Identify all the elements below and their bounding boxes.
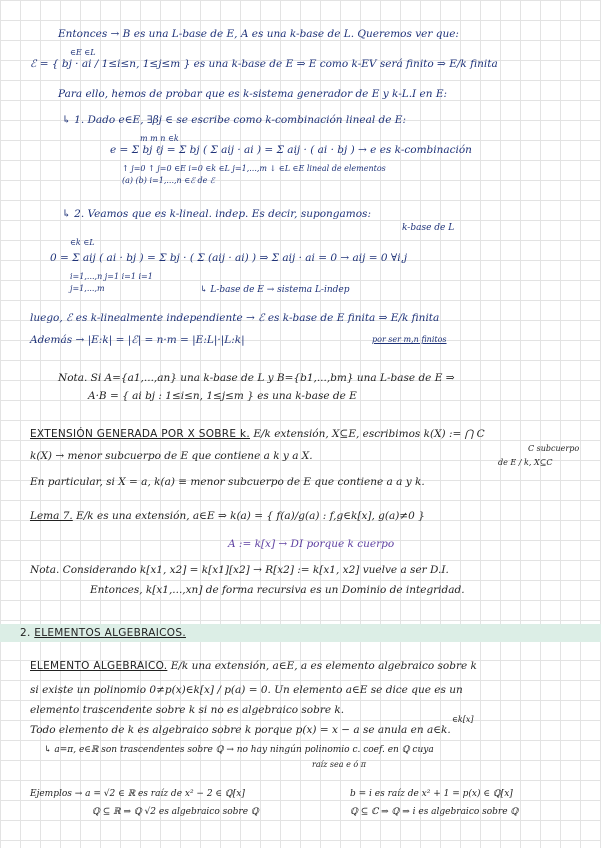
subfield-condition: de E / k, X⊆C [498, 458, 553, 467]
conclusion-line: luego, ℰ es k-linealmente independiente → ℰ es k-base de E finita ⇒ E/k finita [30, 312, 440, 324]
extension-meaning: k(X) → menor subcuerpo de E que contiene a k y a X. [30, 450, 313, 462]
membership-annotation: ∈E ∈L [70, 48, 96, 57]
index-limits: i=1,...,n j=1 i=1 i=1 [70, 272, 153, 281]
extension-particular: En particular, si X = a, k(a) ≡ menor subcuerpo de E que contiene a a y k. [30, 476, 425, 488]
lemma-text: E/k es una extensión, a∈E ⇒ k(a) = { f(a)/g(a) : f,g∈k[x], g(a)≠0 } [72, 510, 425, 522]
step-2-heading: ↳ 2. Veamos que es k-lineal. indep. Es decir, supongamos: [62, 208, 371, 220]
transcendental-note: ↳ a=π, e∈ℝ son trascendentes sobre ℚ → no hay ningún polinomio c. coef. en ℚ cuya [44, 745, 434, 755]
extension-title: EXTENSIÓN GENERADA POR X SOBRE k. [30, 428, 250, 440]
section-title: ELEMENTOS ALGEBRAICOS. [34, 627, 186, 639]
note-basis-product: Nota. Si A={a1,...,an} una k-base de L y B={b1,...,bm} una L-base de E ⇒ [58, 372, 455, 384]
basis-definition: ℰ = { bj · ai / 1≤i≤n, 1≤j≤m } es una k-base de E ⇒ E como k-EV será finito ⇒ E/k finita [30, 58, 498, 70]
combination-equation: e = Σ bj ℓj = Σ bj ( Σ aij · ai ) = Σ aij · ( ai · bj ) → e es k-combinación [110, 144, 472, 156]
example-i: b = i es raíz de x² + 1 = p(x) ∈ ℚ[x] [350, 789, 513, 799]
algebraic-line-2: si existe un polinomio 0≠p(x)∈k[x] / p(a) = 0. Un elemento a∈E se dice que es un [30, 684, 463, 696]
section-number: 2. [20, 627, 31, 639]
note-basis-product-2: A·B = { ai bj : 1≤i≤n, 1≤j≤m } es una k-base de E [88, 390, 357, 402]
extension-text: E/k extensión, X⊆E, escribimos k(X) := ⋂ C [249, 428, 485, 440]
subfield-note: C subcuerpo [528, 444, 580, 453]
kx-annotation: ∈k[x] [452, 715, 474, 724]
sum-limits-bottom: ↑ j=0 ↑ j=0 ∈E i=0 ∈k ∈L j=1,...,m ↓ ∈L ∈E lineal de elementos [122, 164, 386, 173]
l-indep-note: ↳ L-base de E → sistema L-indep [200, 285, 350, 295]
proof-goal: Para ello, hemos de probar que es k-sistema generador de E y k-L.I en E: [58, 88, 448, 100]
transcendental-note-2: raíz sea e ó π [312, 760, 366, 769]
degree-formula: Además → |E:k| = |ℰ| = n·m = |E:L|·|L:k| [30, 334, 245, 346]
example-i-2: ℚ ⊆ ℂ ⇒ ℚ ⇒ i es algebraico sobre ℚ [350, 807, 519, 817]
lemma-title: Lema 7. [30, 510, 73, 522]
step-1-heading: ↳ 1. Dado e∈E, ∃βj ∈ se escribe como k-combinación lineal de E: [62, 114, 407, 126]
algebraic-title: ELEMENTO ALGEBRAICO. [30, 660, 168, 672]
algebraic-line-4: Todo elemento de k es algebraico sobre k porque p(x) = x − a se anula en a∈k. [30, 724, 451, 736]
algebraic-text: E/k una extensión, a∈E, a es elemento algebraico sobre k [167, 660, 477, 672]
intro-line: Entonces → B es una L-base de E, A es una k-base de L. Queremos ver que: [58, 28, 459, 40]
algebraic-definition [30, 660, 477, 673]
lemma-7 [30, 510, 425, 523]
k-base-note: k-base de L [402, 223, 455, 233]
index-limits-2: j=1,...,m [70, 284, 105, 293]
lemma-note: A := k[x] → DI porque k cuerpo [228, 538, 395, 550]
example-sqrt2-2: ℚ ⊆ ℝ ⇒ ℚ √2 es algebraico sobre ℚ [92, 807, 259, 817]
finite-note: por ser m,n finitos [372, 335, 447, 344]
example-sqrt2: Ejemplos → a = √2 ∈ ℝ es raíz de x² − 2 ∈ ℚ[x] [30, 789, 245, 799]
algebraic-line-3: elemento trascendente sobre k si no es algebraico sobre k. [30, 704, 345, 716]
note-polynomial-ring-2: Entonces, k[x1,...,xn] de forma recursiva es un Dominio de integridad. [90, 584, 465, 596]
membership-annotation-2: ∈k ∈L [70, 238, 95, 247]
sum-limits-top: m m n ∈k [140, 134, 179, 143]
equation-labels: (a) (b) i=1,...,n ∈ℰ de ℰ [122, 176, 215, 185]
note-polynomial-ring: Nota. Considerando k[x1, x2] = k[x1][x2] → R[x2] := k[x1, x2] vuelve a ser D.I. [30, 564, 449, 576]
extension-definition [30, 428, 485, 441]
independence-equation: 0 = Σ aij ( ai · bj ) = Σ bj · ( Σ (aij · ai) ) ⇒ Σ aij · ai = 0 → aij = 0 ∀i,j [50, 252, 408, 264]
section-heading [20, 627, 186, 640]
